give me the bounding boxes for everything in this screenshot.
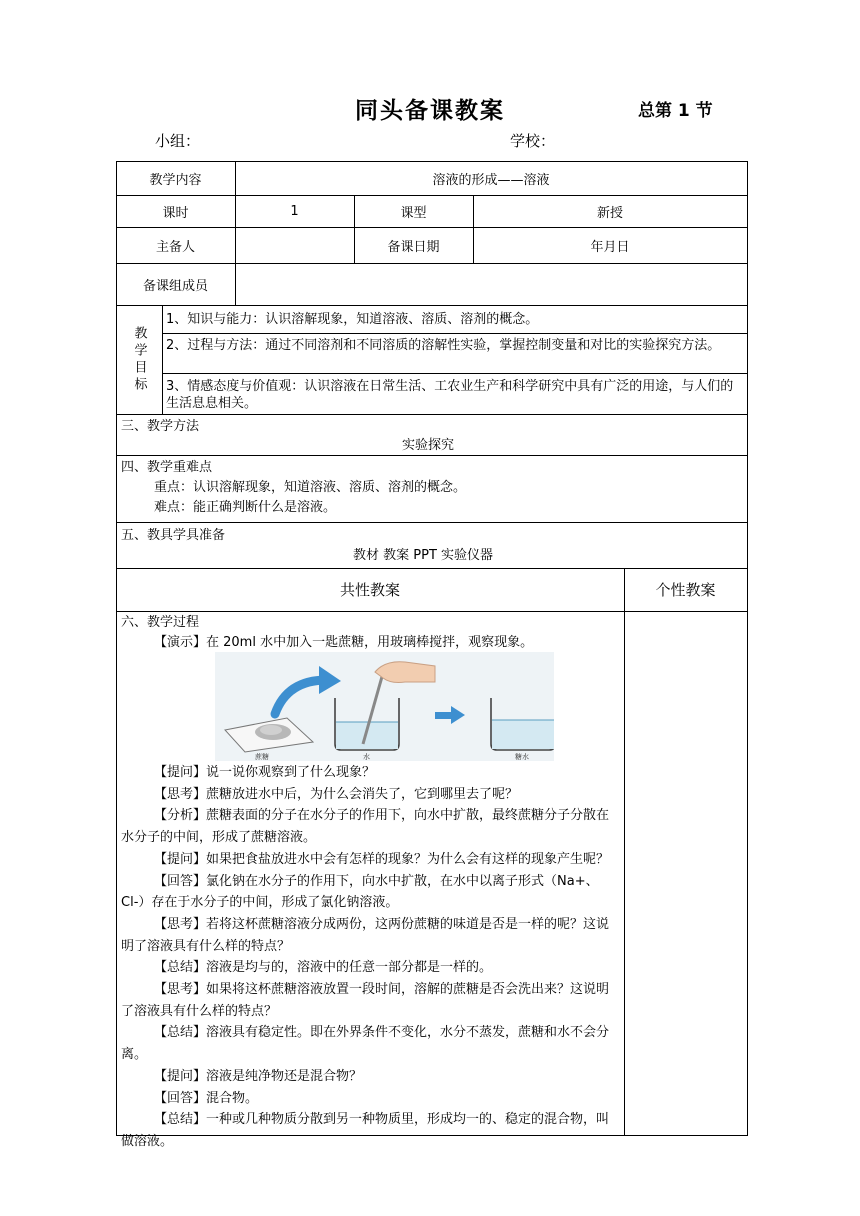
- tools-value: 教材 教案 PPT 实验仪器: [353, 548, 494, 563]
- key-point: 重点：认识溶解现象，知道溶液、溶质、溶剂的概念。: [154, 480, 467, 495]
- lesson-number: 总第 1 节: [638, 101, 713, 121]
- label-water: 水: [363, 753, 370, 761]
- preparer-value: [235, 227, 354, 263]
- process-body: [121, 762, 618, 1153]
- period-label: 课时: [162, 205, 189, 221]
- arrow-straight: [435, 712, 453, 719]
- process-paragraph: 【思考】蔗糖放进水中后，为什么会消失了，它到哪里去了呢？: [154, 786, 519, 802]
- members-value: [235, 263, 747, 305]
- difficult-point: 难点：能正确判断什么是溶液。: [154, 500, 337, 515]
- personal-plan-header: 个性教案: [655, 581, 716, 599]
- content-label: 教学内容: [149, 172, 202, 188]
- demo-text: 【演示】在 20ml 水中加入一匙蔗糖，用玻璃棒搅拌，观察现象。: [154, 635, 534, 650]
- content-value: 溶液的形成——溶液: [432, 172, 550, 188]
- common-plan-header: 共性教案: [339, 581, 400, 599]
- objective-item: 1、知识与能力：认识溶解现象，知道溶液、溶质、溶剂的概念。: [166, 312, 539, 327]
- date-value: 年月日: [590, 239, 630, 255]
- process-paragraph: 【思考】若将这杯蔗糖溶液分成两份，这两份蔗糖的味道是否是一样的呢？这说明了溶液具有什么样的特点？: [121, 916, 610, 954]
- type-value: 新授: [596, 205, 623, 221]
- process-paragraph: 【提问】如果把食盐放进水中会有怎样的现象？为什么会有这样的现象产生呢？: [154, 851, 610, 867]
- process-paragraph: 【回答】混合物。: [154, 1090, 259, 1106]
- objective-item: 2、过程与方法：通过不同溶剂和不同溶质的溶解性实验，掌握控制变量和对比的实验探究方法。: [166, 338, 721, 353]
- experiment-illustration: [215, 652, 554, 761]
- period-value: 1: [290, 203, 299, 219]
- method-heading: 三、教学方法: [121, 419, 200, 434]
- process-paragraph: 【思考】如果将这杯蔗糖溶液放置一段时间，溶解的蔗糖是否会洗出来？这说明了溶液具有什么样的特点？: [121, 982, 610, 1019]
- group-label: 小组：: [155, 132, 201, 150]
- type-label: 课型: [400, 205, 427, 221]
- keypoints-heading: 四、教学重难点: [121, 460, 213, 475]
- label-sugar-water: 糖水: [515, 753, 529, 761]
- objective-item: 3、情感态度与价值观：认识溶液在日常生活、工农业生产和科学研究中具有广泛的用途，与人们的生活息息相关。: [166, 379, 734, 411]
- experiment-figure: [215, 652, 554, 761]
- method-value: 实验探究: [402, 438, 455, 453]
- process-paragraph: 【总结】溶液具有稳定性。即在外界条件不变化，水分不蒸发，蔗糖和水不会分离。: [121, 1025, 610, 1063]
- page-title: 同头备课教案: [355, 98, 505, 124]
- process-heading: 六、教学过程: [121, 615, 200, 630]
- preparer-label: 主备人: [155, 239, 195, 255]
- process-paragraph: 【分析】蔗糖表面的分子在水分子的作用下，向水中扩散，最终蔗糖分子分散在水分子的中间，形成了蔗糖溶液。: [121, 808, 610, 846]
- label-sugar: 蔗糖: [255, 753, 269, 761]
- process-paragraph: 【回答】氯化钠在水分子的作用下，向水中扩散，在水中以离子形式（Na+、Cl-）存在于水分子的中间，形成了氯化钠溶液。: [121, 873, 599, 911]
- date-label: 备课日期: [387, 239, 440, 255]
- objectives-label: 教学目标: [131, 325, 147, 394]
- process-paragraph: 【提问】说一说你观察到了什么现象？: [154, 765, 376, 780]
- process-paragraph: 【总结】溶液是均与的，溶液中的任意一部分都是一样的。: [154, 960, 493, 976]
- tools-heading: 五、教具学具准备: [121, 528, 226, 543]
- school-label: 学校：: [510, 132, 556, 150]
- members-label: 备课组成员: [142, 278, 208, 294]
- process-paragraph: 【总结】一种或几种物质分散到另一种物质里，形成均一的、稳定的混合物，叫做溶液。: [121, 1112, 610, 1149]
- process-paragraph: 【提问】溶液是纯净物还是混合物？: [154, 1068, 363, 1084]
